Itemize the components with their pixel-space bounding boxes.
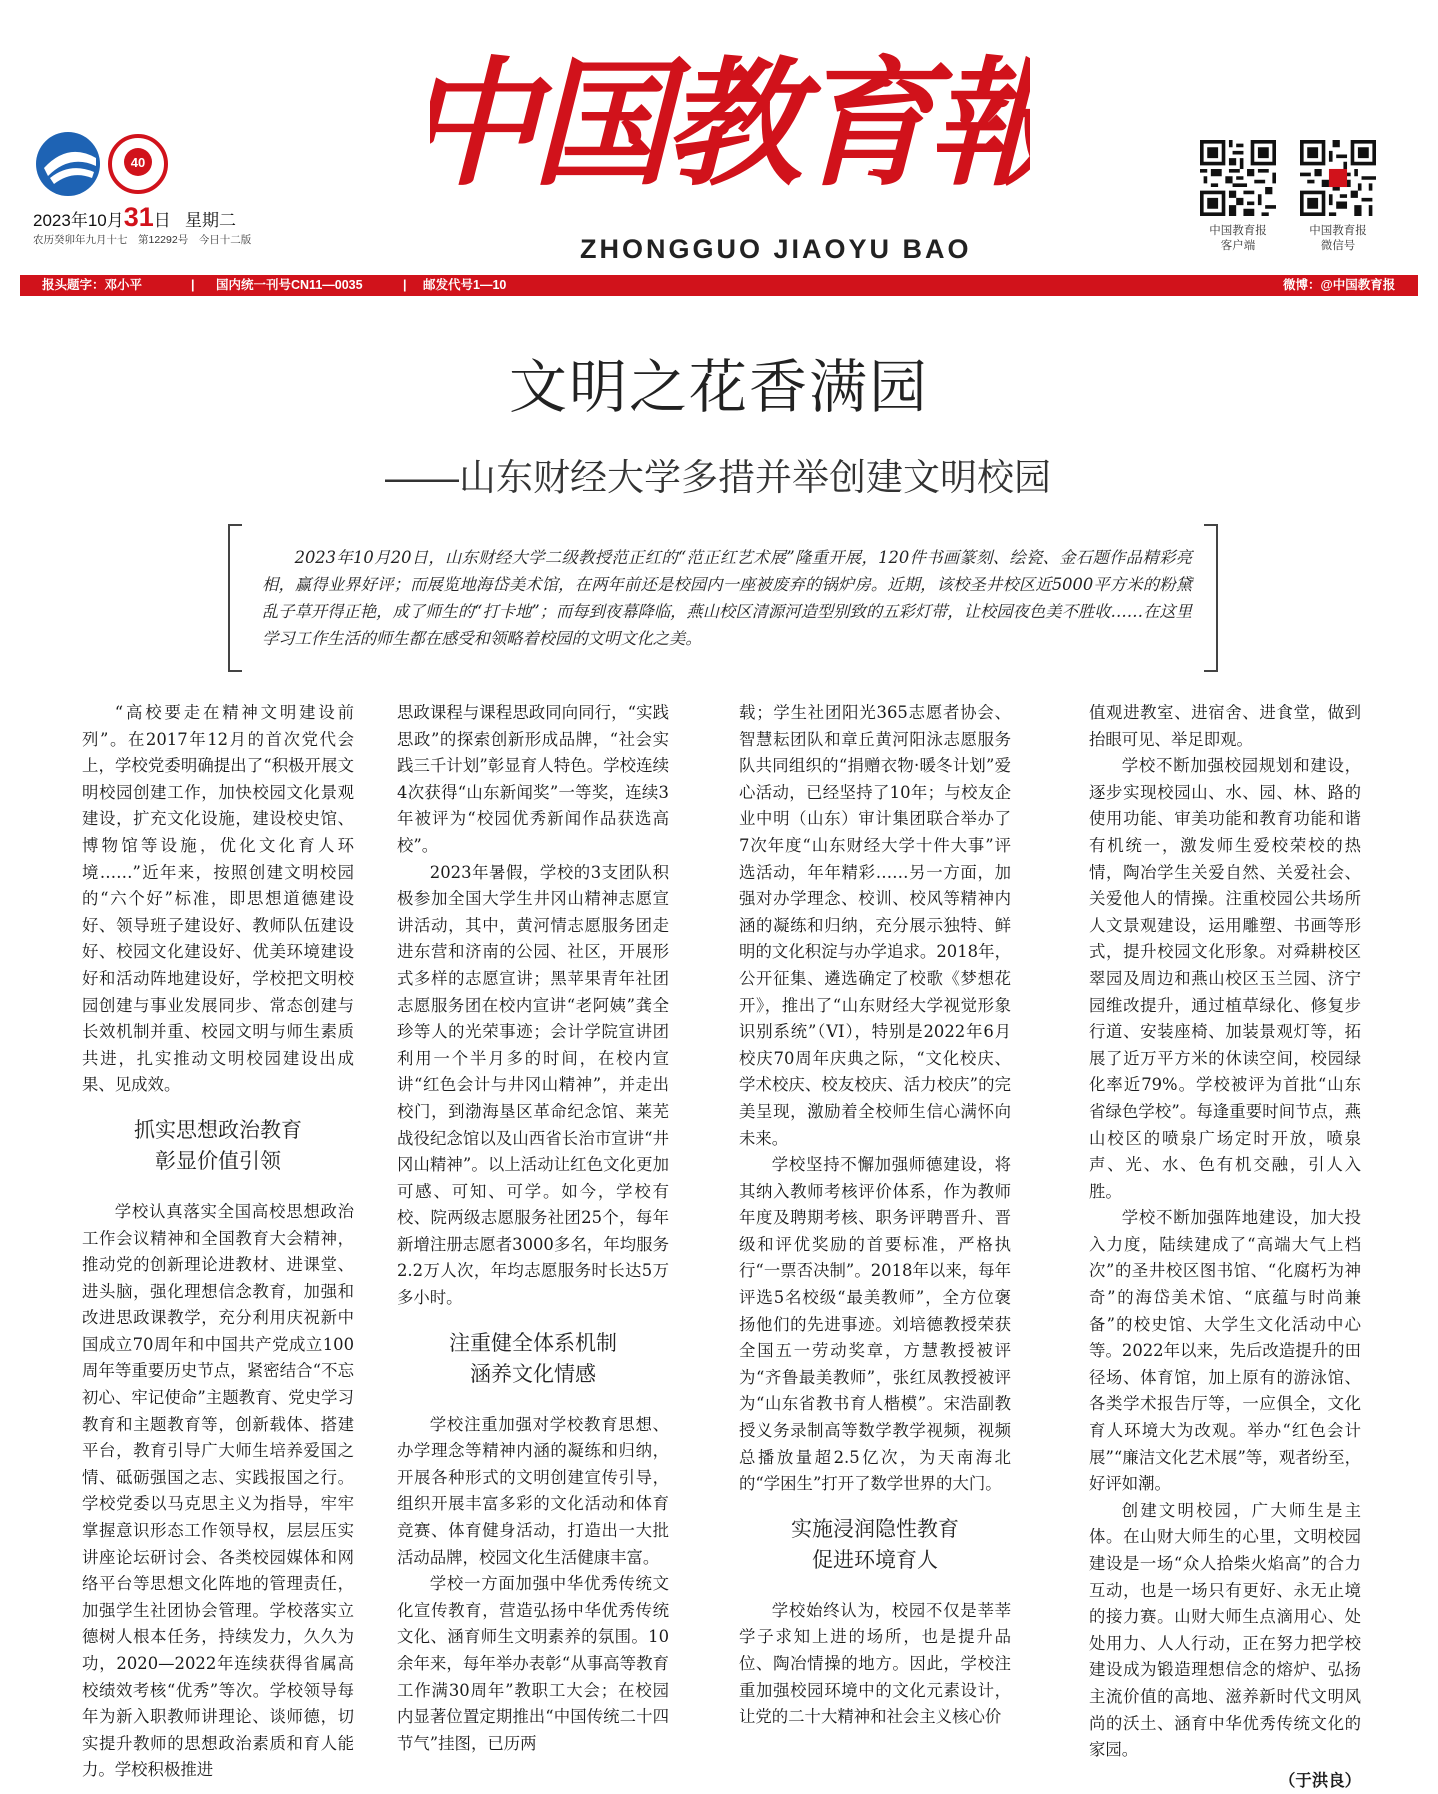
calligraphy-credit: 报头题字：邓小平 bbox=[42, 278, 143, 292]
date-day: 31 bbox=[123, 202, 154, 232]
qr-code-icon bbox=[1200, 140, 1276, 216]
paragraph: 学校不断加强阵地建设，加大投入力度，陆续建成了“高端大气上档次”的圣井校区图书馆、“化腐朽为神奇”的海岱美术馆、“底蕴与时尚兼备”的校史馆、大学生文化活动中心等。2022年以来，先后改造提升的田径场、体育馆，加上原有的游泳馆、各类学术报告厅等，一应俱全，文化育人环境大为改观。举办“红色会计展”“廉洁文化艺术展”等，观者纷至，好评如潮。 bbox=[1089, 1208, 1361, 1494]
section-heading: 抓实思想政治教育 彰显价值引领 bbox=[134, 1118, 302, 1173]
weekday: 星期二 bbox=[184, 211, 236, 230]
masthead-pinyin: ZHONGGUO JIAOYU BAO bbox=[580, 234, 972, 264]
article-column-4 bbox=[1089, 700, 1361, 1794]
svg-text:40: 40 bbox=[130, 155, 146, 170]
paragraph: 思政课程与课程思政同向同行，“实践思政”的探索创新形成品牌，“社会实践三千计划”彰显育人特色。学校连续4次获得“山东新闻奖”一等奖，连续3年被评为“校园优秀新闻作品获选高校”。 bbox=[397, 703, 669, 855]
paragraph: “高校要走在精神文明建设前列”。在2017年12月的首次党代会上，学校党委明确提出了“积极开展文明校园创建工作，加快校园文化景观建设，扩充文化设施，建设校史馆、博物馆等设施，优化文化育人环境……”近年来，按照创建文明校园的“六个好”标准，即思想道德建设好、领导班子建设好、教师队伍建设好、校园文化建设好、优美环境建设好和活动阵地建设好，学校把文明校园创建与事业发展同步、常态创建与长效机制并重、校园文明与师生素质共进，扎实推动文明校园建设出成果、见成效。 bbox=[82, 703, 354, 1095]
weibo-handle: 微博：@中国教育报 bbox=[1283, 278, 1396, 292]
paragraph: 创建文明校园，广大师生是主体。在山财大师生的心里，文明校园建设是一场“众人拾柴火焰高”的合力互动，也是一场只有更好、永无止境的接力赛。山财大师生点滴用心、处处用力、人人行动，正在努力把学校建设成为锻造理想信念的熔炉、弘扬主流价值的高地、滋养新时代文明风尚的沃土、涵育中华优秀传统文化的家园。 bbox=[1089, 1500, 1361, 1760]
qr-client[interactable]: 中国教育报 客户端 bbox=[1200, 140, 1288, 254]
article-column-1 bbox=[82, 700, 354, 1784]
author-byline: （于洪良） bbox=[1279, 1771, 1361, 1790]
separator: | bbox=[403, 278, 407, 292]
issn: 国内统一刊号CN11—0035 bbox=[216, 278, 363, 292]
masthead-info-bar bbox=[20, 275, 1418, 296]
article-column-2 bbox=[397, 700, 669, 1757]
svg-text:中国教育報: 中国教育報 bbox=[430, 42, 1030, 205]
separator: | bbox=[191, 278, 195, 292]
paragraph: 学校不断加强校园规划和建设，逐步实现校园山、水、园、林、路的使用功能、审美功能和教育功能和谐有机统一，激发师生爱校荣校的热情，陶冶学生关爱自然、关爱社会、关爱他人的情操。注重校园公共场所人文景观建设，运用雕塑、书画等形式，提升校园文化形象。对舜耕校区翠园及周边和燕山校区玉兰园、济宁园维改提升，通过植草绿化、修复步行道、安装座椅、加装景观灯等，拓展了近万平方米的休读空间，校园绿化率近79%。学校被评为首批“山东省绿色学校”。每逢重要时间节点，燕山校区的喷泉广场定时开放，喷泉声、光、水、色有机交融，引人入胜。 bbox=[1089, 756, 1361, 1201]
paragraph: 学校认真落实全国高校思想政治工作会议精神和全国教育大会精神，推动党的创新理论进教材、进课堂、进头脑，强化理想信念教育，加强和改进思政课教学，充分利用庆祝新中国成立70周年和中国共产党成立100周年等重要历史节点，紧密结合“不忘初心、牢记使命”主题教育、党史学习教育和主题教育等，创新载体、搭建平台，教育引导广大师生培养爱国之情、砥砺强国之志、实践报国之行。学校党委以马克思主义为指导，牢牢掌握意识形态工作领导权，层层压实讲座论坛研讨会、各类校园媒体和网络平台等思想文化阵地的管理责任，加强学生社团协会管理。学校落实立德树人根本任务，持续发力，久久为功，2020—2022年连续获得省属高校绩效考核“优秀”等次。学校领导每年为新入职教师讲理论、谈师德，切实提升教师的思想政治素质和育人能力。学校积极推进 bbox=[82, 1201, 354, 1780]
masthead-title bbox=[430, 22, 1030, 212]
article-column-3 bbox=[739, 700, 1011, 1731]
section-heading: 实施浸润隐性教育 促进环境育人 bbox=[791, 1517, 959, 1572]
newspaper-logo bbox=[30, 128, 180, 198]
paragraph: 2023年暑假，学校的3支团队积极参加全国大学生井冈山精神志愿宣讲活动，其中，黄河情志愿服务团走进东营和济南的公园、社区，开展形式多样的志愿宣讲；黑苹果青年社团志愿服务团在校内宣讲“老阿姨”龚全珍等人的光荣事迹；会计学院宣讲团利用一个半月多的时间，在校内宣讲“红色会计与井冈山精神”，并走出校门，到渤海垦区革命纪念馆、莱芜战役纪念馆以及山西省长治市宣讲“井冈山精神”。以上活动让红色文化更加可感、可知、可学。如今，学校有校、院两级志愿服务社团25个，每年新增注册志愿者3000多名，年均服务2.2万人次，年均志愿服务时长达5万多小时。 bbox=[397, 862, 669, 1308]
paragraph: 学校一方面加强中华优秀传统文化宣传教育，营造弘扬中华优秀传统文化、涵育师生文明素养的氛围。10余年来，每年举办表彰“从事高等教育工作满30周年”教职工大会；在校园内显著位置定期推出“中国传统二十四节气”挂图，已历两 bbox=[397, 1574, 669, 1753]
article-summary: 2023年10月20日，山东财经大学二级教授范正红的“范正红艺术展”隆重开展，120件书画篆刻、绘瓷、金石题作品精彩亮相，赢得业界好评；而展览地海岱美术馆，在两年前还是校园内一座被废弃的锅炉房。近期，该校圣井校区近5000平方米的粉黛乱子草开得正艳，成了师生的“打卡地”；而每到夜幕降临，燕山校区清源河造型别致的五彩灯带，让校园夜色美不胜收……在这里学习工作生活的师生都在感受和领略着校园的文明文化之美。 bbox=[262, 548, 1192, 648]
qr-code-icon bbox=[1300, 140, 1376, 216]
article-headline: 文明之花香满园 bbox=[508, 355, 929, 420]
right-bracket bbox=[1204, 524, 1218, 672]
postal-code: 邮发代号1—10 bbox=[423, 278, 507, 292]
paragraph: 学校始终认为，校园不仅是莘莘学子求知上进的场所，也是提升品位、陶冶情操的地方。因此，学校注重加强校园环境中的文化元素设计，让党的二十大精神和社会主义核心价 bbox=[739, 1600, 1011, 1727]
left-bracket bbox=[228, 524, 242, 672]
paragraph: 值观进教室、进宿舍、进食堂，做到抬眼可见、举足即观。 bbox=[1089, 703, 1361, 749]
section-heading: 注重健全体系机制 涵养文化情感 bbox=[449, 1331, 617, 1386]
qr-wechat[interactable]: 中国教育报 微信号 bbox=[1300, 140, 1388, 254]
paragraph: 学校坚持不懈加强师德建设，将其纳入教师考核评价体系，作为教师年度及聘期考核、职务评聘晋升、晋级和评优奖励的首要标准，严格执行“一票否决制”。2018年以来，每年评选5名校级“最美教师”，全方位褒扬他们的先进事迹。刘培德教授荣获全国五一劳动奖章，方慧教授被评为“齐鲁最美教师”，张红凤教授被评为“山东省教书育人楷模”。宋浩副教授义务录制高等数学教学视频，视频总播放量超2.5亿次，为天南海北的“学困生”打开了数学世界的大门。 bbox=[739, 1155, 1011, 1494]
article-subheadline: ——山东财经大学多措并举创建文明校园 bbox=[385, 457, 1051, 498]
paragraph: 学校注重加强对学校教育思想、办学理念等精神内涵的凝练和归纳，开展各种形式的文明创建宣传引导，组织开展丰富多彩的文化活动和体育竞赛、体育健身活动，打造出一大批活动品牌，校园文化生活健康丰富。 bbox=[397, 1414, 669, 1567]
issue-date: 2023年10月31日 星期二 bbox=[33, 202, 236, 232]
issue-info: 农历癸卯年九月十七 第12292号 今日十二版 bbox=[33, 234, 252, 246]
paragraph: 载；学生社团阳光365志愿者协会、智慧耘团队和章丘黄河阳泳志愿服务队共同组织的“捐赠衣物·暖冬计划”爱心活动，已经坚持了10年；与校友企业中明（山东）审计集团联合举办了7次年度“山东财经大学十件大事”评选活动，年年精彩……另一方面，加强对办学理念、校训、校风等精神内涵的凝练和归纳，充分展示独特、鲜明的文化积淀与办学追求。2018年，公开征集、遴选确定了校歌《梦想花开》，推出了“山东财经大学视觉形象识别系统”（VI），特别是2022年6月校庆70周年庆典之际，“文化校庆、学术校庆、校友校庆、活力校庆”的完美呈现，激励着全校师生信心满怀向未来。 bbox=[739, 703, 1011, 1148]
